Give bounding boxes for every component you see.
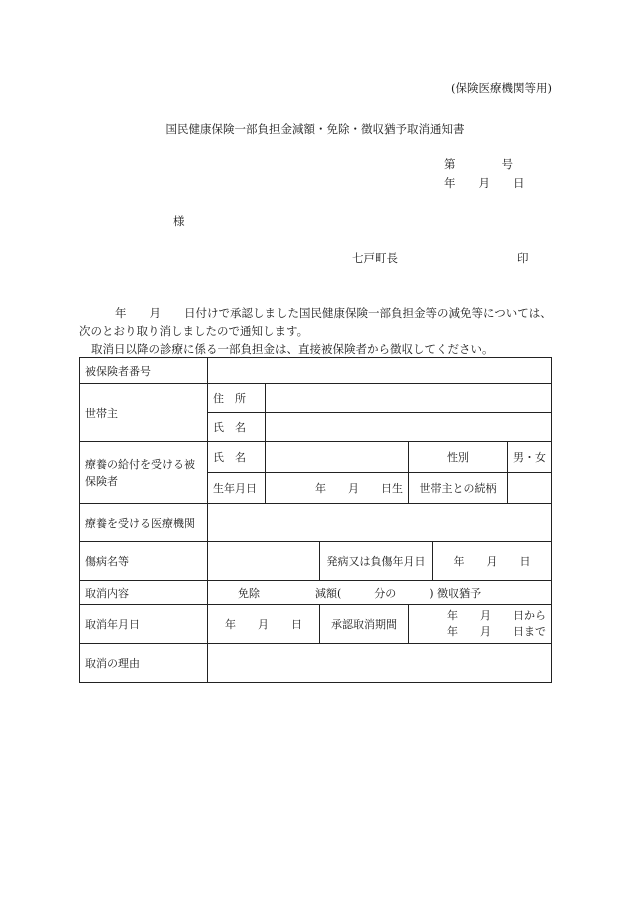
cancellation-form-table — [79, 357, 552, 683]
care-recipient-label: 療養の給付を受ける被保険者 — [80, 442, 208, 504]
insured-number-row — [80, 358, 552, 384]
insured-number-label: 被保険者番号 — [80, 358, 208, 384]
recipient-name-field[interactable] — [266, 442, 409, 473]
name-label: 氏 名 — [208, 413, 266, 442]
onset-date-field[interactable]: 年 月 日 — [433, 542, 552, 581]
address-label: 住 所 — [208, 384, 266, 413]
addressee-suffix: 様 — [173, 214, 185, 228]
insured-number-field[interactable] — [208, 358, 552, 384]
cancel-reason-row — [80, 644, 552, 683]
option-defer[interactable]: 徴収猶予 — [437, 586, 482, 600]
medical-institution-label: 療養を受ける医療機関 — [80, 504, 208, 542]
birth-date-field[interactable]: 年 月 日生 — [266, 473, 409, 504]
recipient-name-row — [80, 442, 552, 473]
cancel-reason-label: 取消の理由 — [80, 644, 208, 683]
approval-period-field[interactable] — [409, 605, 552, 644]
cancel-date-row — [80, 605, 552, 644]
option-reduce[interactable]: 減額( 分の ) — [315, 586, 434, 600]
sex-label: 性別 — [409, 442, 508, 473]
seal-mark: 印 — [517, 251, 529, 265]
issue-date: 年 月 日 — [444, 176, 525, 190]
document-title: 国民健康保険一部負担金減額・免除・徴収猶予取消通知書 — [165, 122, 465, 136]
name-field[interactable] — [266, 413, 552, 442]
sex-options[interactable]: 男・女 — [508, 442, 552, 473]
address-field[interactable] — [266, 384, 552, 413]
recipient-name-label: 氏 名 — [208, 442, 266, 473]
relationship-field[interactable] — [508, 473, 552, 504]
cancel-reason-field[interactable] — [208, 644, 552, 683]
usage-note: (保険医療機関等用) — [451, 81, 552, 95]
household-address-row — [80, 384, 552, 413]
period-to: 年 月 日まで — [447, 625, 547, 638]
disease-field[interactable] — [208, 542, 320, 581]
cancel-date-field[interactable]: 年 月 日 — [208, 605, 320, 644]
issuer-name: 七戸町長 — [352, 251, 398, 265]
body-line-1: 年 月 日付けで承認しました国民健康保険一部負担金等の減免等については、 — [115, 306, 552, 320]
household-head-label: 世帯主 — [80, 384, 208, 442]
period-from: 年 月 日から — [447, 609, 547, 622]
document-number: 第 号 — [444, 157, 513, 171]
medical-institution-field[interactable] — [208, 504, 552, 542]
option-exempt[interactable]: 免除 — [238, 586, 260, 600]
cancel-content-label: 取消内容 — [80, 581, 208, 605]
disease-row — [80, 542, 552, 581]
onset-date-label: 発病又は負傷年月日 — [320, 542, 433, 581]
body-line-2: 次のとおり取り消しましたので通知します。 — [79, 324, 309, 338]
medical-institution-row — [80, 504, 552, 542]
body-line-3: 取消日以降の診療に係る一部負担金は、直接被保険者から徴収してください。 — [91, 342, 494, 356]
disease-label: 傷病名等 — [80, 542, 208, 581]
approval-period-label: 承認取消期間 — [320, 605, 409, 644]
relationship-label: 世帯主との続柄 — [409, 473, 508, 504]
birth-date-label: 生年月日 — [208, 473, 266, 504]
cancel-date-label: 取消年月日 — [80, 605, 208, 644]
cancel-content-options[interactable] — [208, 581, 552, 605]
cancel-content-row — [80, 581, 552, 605]
